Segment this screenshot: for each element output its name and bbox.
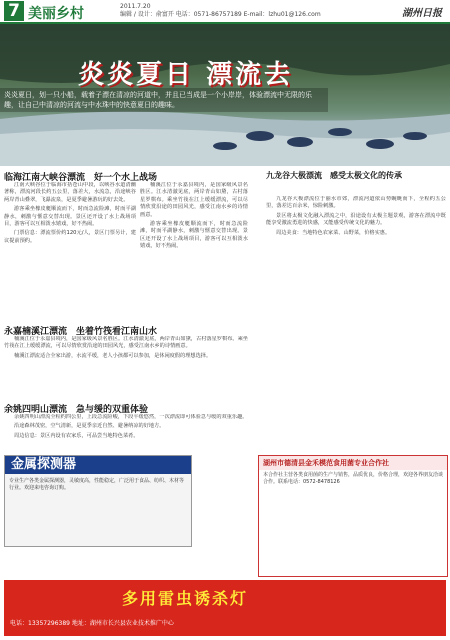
ad2-headline: 湖州市德清县金禾模范食用菌专业合作社 bbox=[259, 456, 447, 470]
paragraph: 周边信息：景区内设有农家乐，可品尝当地特色菜肴。 bbox=[14, 432, 139, 439]
paragraph: 游客乘坐橡皮艇顺流而下，时而急流险滩，时而平湖静水，刺激与惬意交替出现。景区还开设了水上战场项目，游客可以互相泼水嬉戏，好不热闹。 bbox=[140, 221, 248, 250]
ad-insect-lamp bbox=[4, 580, 446, 636]
article-headline-4: 九龙谷大极漂流 感受太极文化的传承 bbox=[266, 171, 402, 180]
paragraph: 周边美食：当地特色农家菜、山野菜，价格实惠。 bbox=[276, 229, 391, 236]
article-body-1 bbox=[4, 182, 136, 320]
paragraph: 楠溪江漂流适合全家出游，水流平缓，老人小孩都可以参加，是休闲度假的理想选择。 bbox=[14, 352, 212, 359]
article-body-1b bbox=[140, 182, 248, 320]
hero-deck: 炎炎夏日，划一只小船，载着子漂在清凉的河道中，并且已当成是一个小岸岸，体验漂流中无限的乐趣，让自己中清凉的河流与中水珠中的快意夏日的趣味。 bbox=[0, 88, 328, 112]
article-headline-2: 永嘉楠溪江漂流 坐着竹筏看江南山水 bbox=[4, 327, 158, 337]
ad3-contact: 电话：13357296389 地址：湖州市长兴县农业技术推广中心 bbox=[10, 620, 174, 627]
paragraph: 门票信息：漂流票价约120元/人，景区门票另计，建议提前预约。 bbox=[4, 230, 136, 244]
paragraph: 楠溪江位于永嘉县境内，是国家级风景名胜区。江水清澈见底，两岸青山如黛，古村落星罗棋布。乘坐竹筏在江上缓缓漂流，可以尽情欣赏沿途的田园风光，感受江南水乡的诗情画意。 bbox=[140, 182, 248, 218]
issue-date: 2011.7.20 bbox=[120, 3, 151, 10]
article-body-2 bbox=[4, 336, 248, 396]
ad3-headline: 多用雷虫诱杀灯 bbox=[122, 589, 249, 608]
paragraph: 江南大峡谷位于临海市括苍山中段，以峡谷水道清幽著称，漂流河段长约五公里，落差大，水流急，沿途峡谷两岸青山叠翠，飞瀑流泉，是夏季避暑游玩的好去处。 bbox=[4, 182, 136, 203]
masthead bbox=[0, 0, 450, 22]
ad1-body: 专业生产各类金属探测器，灵敏度高，性能稳定，广泛用于食品、纺织、木材等行业。欢迎来电咨询订购。 bbox=[9, 478, 185, 491]
article-body-4 bbox=[266, 196, 446, 450]
paragraph: 游客乘坐橡皮艇顺流而下，时而急流险滩，时而平湖静水，刺激与惬意交替出现。景区还开设了水上战场项目，游客可以互相泼水嬉戏，好不热闹。 bbox=[4, 206, 136, 228]
page-number: 7 bbox=[4, 1, 24, 21]
paragraph: 景区将太极文化融入漂流之中，沿途设有太极主题景观，游客在漂流中既能享受激流勇进的快感，又能感受传统文化的魅力。 bbox=[266, 212, 446, 227]
paragraph: 余姚四明山漂流全程约四公里，上段急流险峻，下段平缓悠然，一次漂流即可体验急与缓的双重乐趣。 bbox=[14, 414, 248, 420]
newspaper-name: 湖州日报 bbox=[402, 8, 442, 19]
issue-info bbox=[120, 3, 321, 19]
hero-title: 炎炎夏日 漂流去 bbox=[78, 60, 294, 90]
article-headline-3: 余姚四明山漂流 急与缓的双重体验 bbox=[4, 405, 149, 415]
ad-mushroom-coop bbox=[258, 455, 448, 577]
article-body-3 bbox=[4, 414, 248, 452]
article-headline-1: 临海江南大峡谷漂流 好一个水上战场 bbox=[4, 173, 158, 183]
paragraph: 楠溪江位于永嘉县境内，是国家级风景名胜区。江水清澈见底，两岸青山如黛，古村落星罗棋布。乘坐竹筏在江上缓缓漂流，可以尽情欣赏沿途的田园风光，感受江南水乡的诗情画意。 bbox=[4, 336, 248, 350]
paragraph: 九龙谷大极漂流位于丽水市郊，漂流河道依山势蜿蜒而下，全程约五公里，落差达百余米，惊险刺激。 bbox=[266, 196, 446, 210]
section-title: 美丽乡村 bbox=[28, 6, 84, 22]
editor-contact: 编辑 / 设计：俞富开 电话：0571-86757189 E-mail：lzhu01@126.com bbox=[120, 11, 321, 18]
paragraph: 沿途森林茂密，空气清新，是夏季亲近自然、避暑纳凉的好地方。 bbox=[14, 423, 165, 430]
ad2-body: 本合作社主营各类食用菌的生产与销售，品质优良，价格合理，欢迎各界朋友洽谈合作。联系电话：0572-8478126 bbox=[263, 472, 444, 485]
ad1-headline: 金属探测器 bbox=[5, 456, 192, 474]
ad-metal-detector bbox=[4, 455, 192, 547]
hero-photo bbox=[0, 24, 450, 166]
